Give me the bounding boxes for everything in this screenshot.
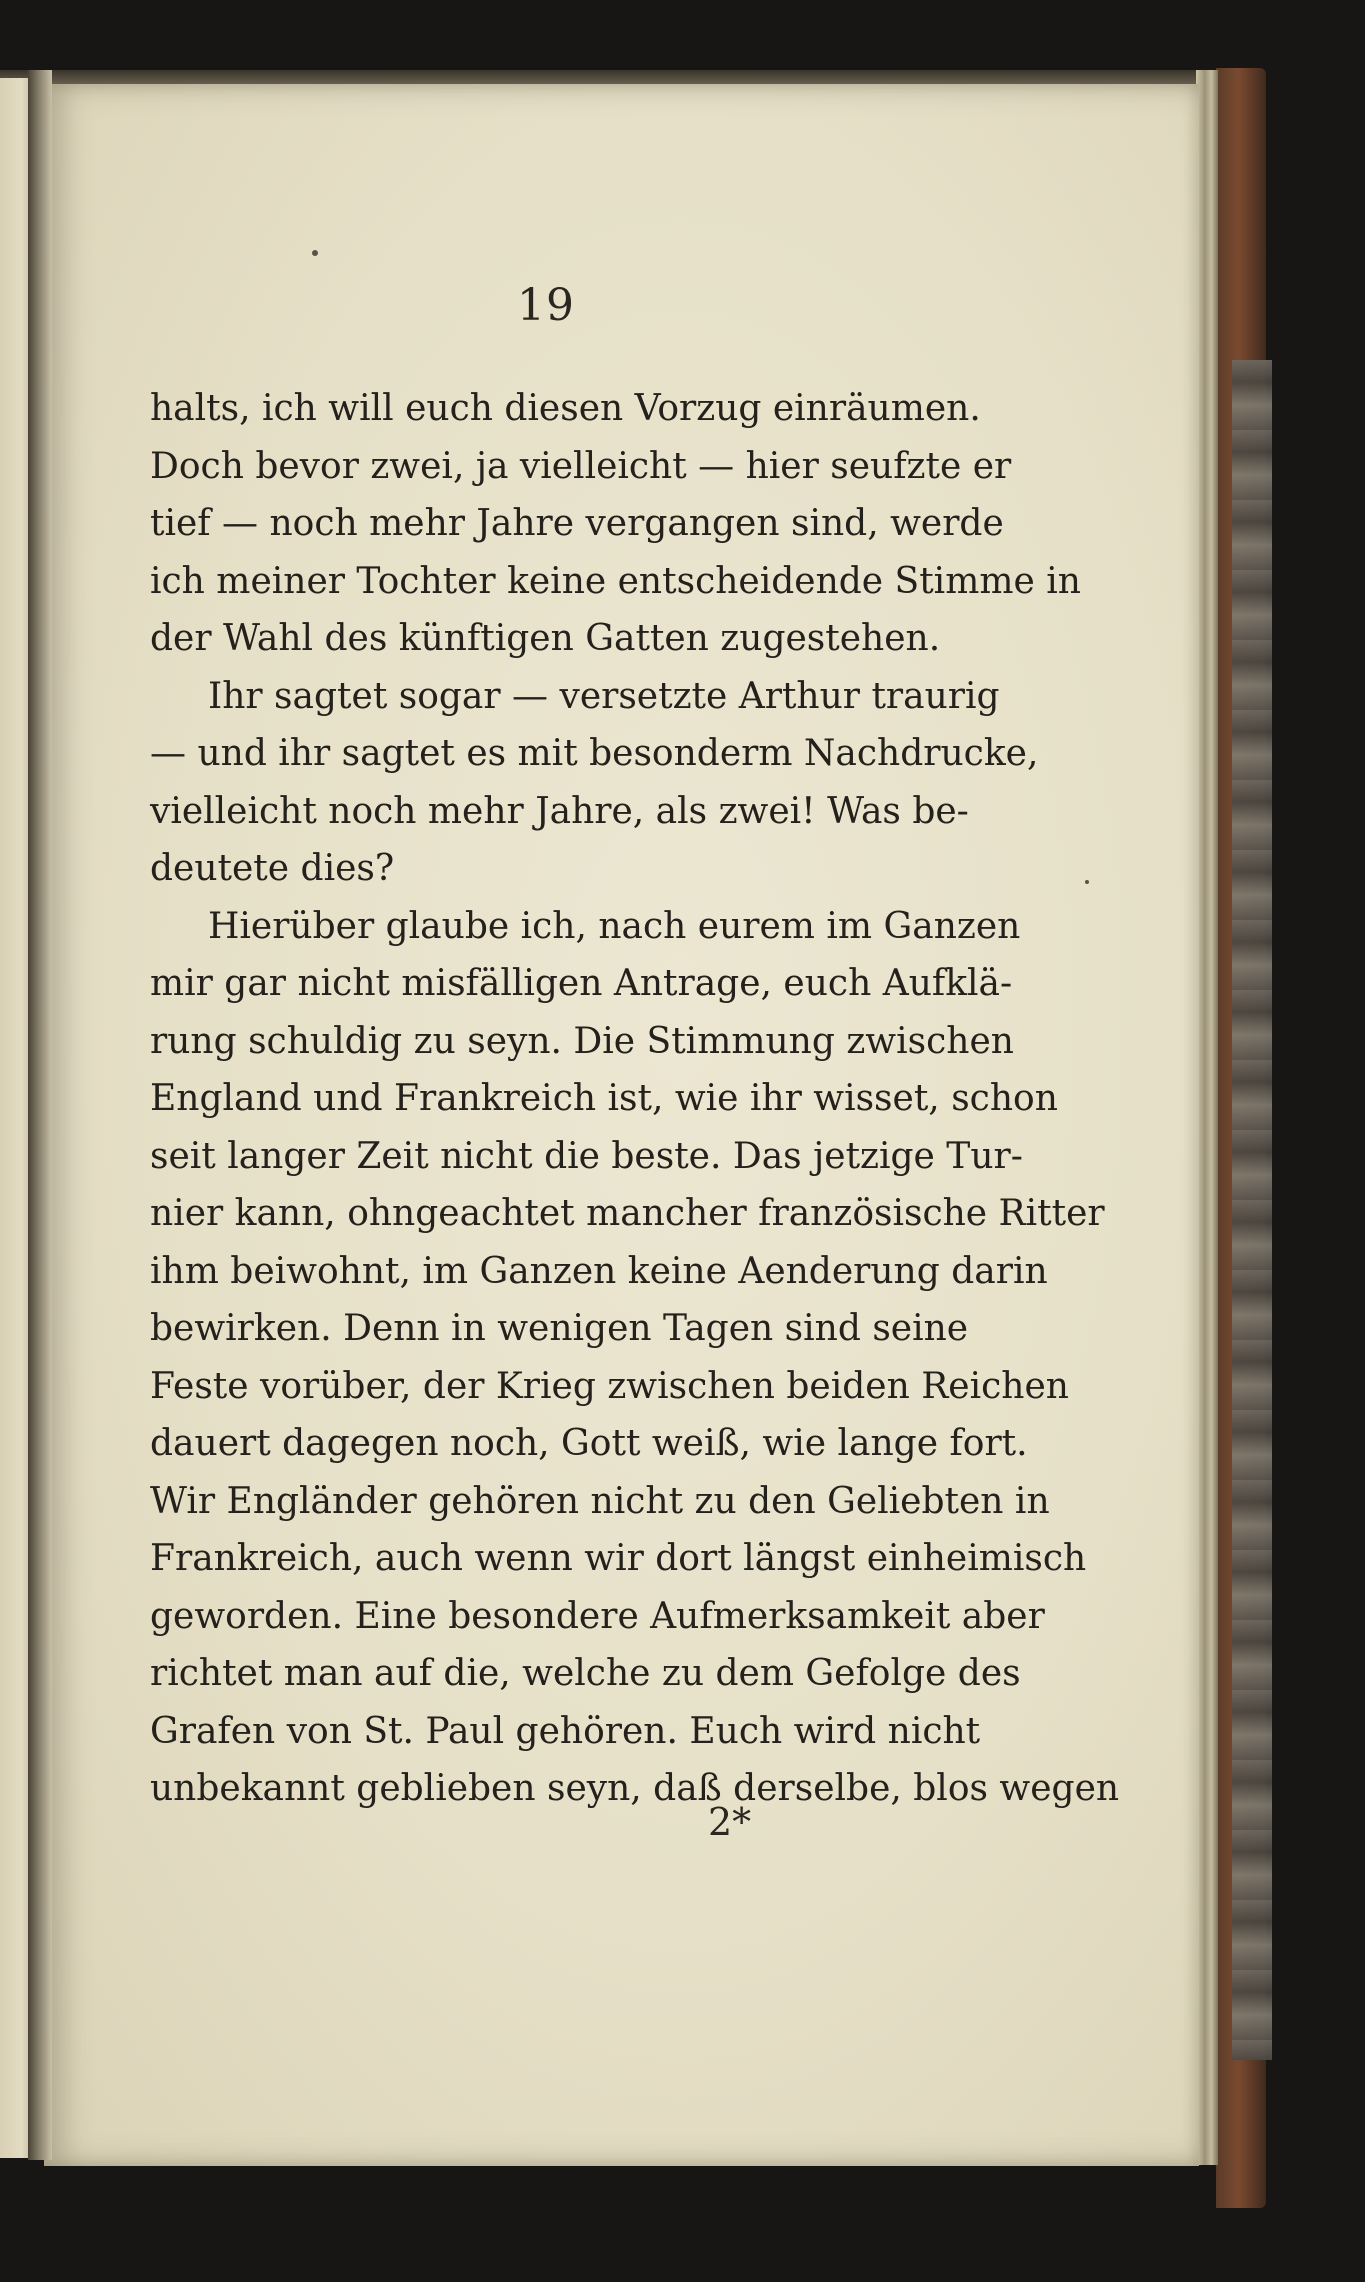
text-line: vielleicht noch mehr Jahre, als zwei! Was be- — [150, 790, 969, 832]
text-line: geworden. Eine besondere Aufmerksamkeit aber — [150, 1595, 1045, 1637]
ink-speck — [312, 250, 318, 256]
body-text — [150, 380, 1120, 1818]
text-line: tief — noch mehr Jahre vergangen sind, werde — [150, 503, 1004, 544]
text-line: nier kann, ohngeachtet mancher französische Ritter — [150, 1193, 1105, 1234]
page-number: 19 — [517, 280, 575, 331]
text-line: rung schuldig zu seyn. Die Stimmung zwischen — [150, 1020, 1014, 1062]
text-line: mir gar nicht misfälligen Antrage, euch Aufklä- — [150, 963, 1013, 1004]
text-line: ihm beiwohnt, im Ganzen keine Aenderung darin — [150, 1250, 1048, 1292]
text-line: bewirken. Denn in wenigen Tagen sind seine — [150, 1308, 969, 1349]
text-line: Wir Engländer gehören nicht zu den Geliebten in — [150, 1480, 1050, 1522]
text-line: Feste vorüber, der Krieg zwischen beiden Reichen — [150, 1365, 1069, 1407]
text-line: ich meiner Tochter keine entscheidende Stimme in — [150, 560, 1081, 602]
ink-speck — [1085, 880, 1089, 884]
text-line: Doch bevor zwei, ja vielleicht — hier seufzte er — [150, 445, 1012, 487]
text-line: deutete dies? — [150, 848, 395, 889]
text-line: halts, ich will euch diesen Vorzug einräumen. — [150, 388, 981, 429]
cover-worn-edge — [1232, 360, 1272, 2060]
text-line: seit langer Zeit nicht die beste. Das jetzige Tur- — [150, 1135, 1023, 1177]
text-line: der Wahl des künftigen Gatten zugestehen. — [150, 618, 941, 659]
signature-mark: 2* — [708, 1800, 752, 1844]
text-line: Frankreich, auch wenn wir dort längst einheimisch — [150, 1538, 1087, 1579]
text-line: Grafen von St. Paul gehören. Euch wird nicht — [150, 1710, 981, 1752]
text-line: — und ihr sagtet es mit besonderm Nachdrucke, — [150, 733, 1039, 774]
text-line: unbekannt geblieben seyn, daß derselbe, blos wegen — [150, 1768, 1120, 1809]
text-line: England und Frankreich ist, wie ihr wisset, schon — [150, 1078, 1058, 1119]
text-line: Hierüber glaube ich, nach eurem im Ganzen — [208, 905, 1021, 947]
page-fore-edge — [1196, 70, 1218, 2165]
text-line: Ihr sagtet sogar — versetzte Arthur traurig — [208, 675, 1000, 717]
text-line: richtet man auf die, welche zu dem Gefolge des — [150, 1653, 1021, 1694]
text-line: dauert dagegen noch, Gott weiß, wie lange fort. — [150, 1423, 1028, 1464]
book-gutter — [28, 70, 52, 2160]
